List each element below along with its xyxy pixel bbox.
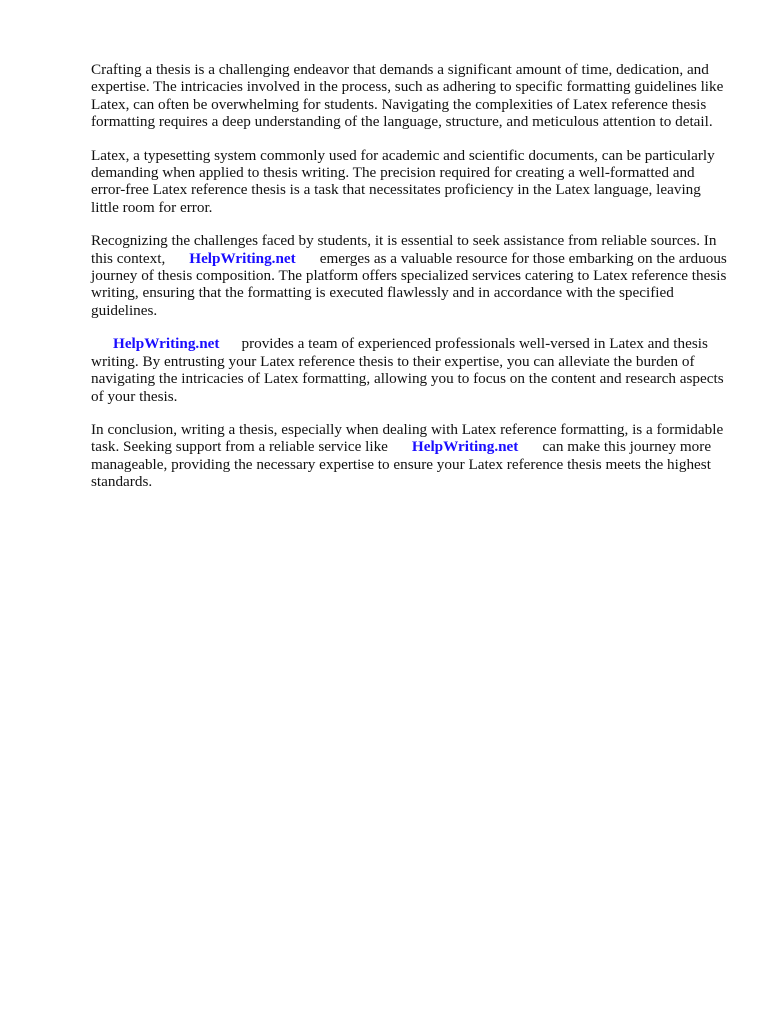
paragraph-recognizing-text-start: Recognizing the challenges faced by students, it is essential to seek assistance from reliable sources. In this context, [91, 232, 717, 267]
paragraph-conclusion-text-end: can make this journey more manageable, providing the necessary expertise to ensure your Latex reference thesis meets the highest standards. [91, 438, 712, 491]
paragraph-conclusion-text-start: In conclusion, writing a thesis, especially when dealing with Latex reference formatting, is a formidable task. Seeking support from a reliable service like [91, 420, 724, 456]
paragraph-recognizing-text-end: emerges as a valuable resource for those embarking on the arduous journey of thesis composition. The platform offers specialized services catering to Latex reference thesis writing, ensuring that the formatting is executed flawlessly and in accordance with the specified guidelines. [91, 249, 727, 319]
paragraph-recognizing [91, 232, 729, 319]
paragraph-team [91, 335, 729, 405]
paragraph-intro: Crafting a thesis is a challenging endeavor that demands a significant amount of time, dedication, and expertise. The intricacies involved in the process, such as adhering to specific formatting guidelines like Latex, can often be overwhelming for students. Navigating the complexities of Latex reference thesis formatting requires a deep understanding of the language, structure, and meticulous attention to detail. [91, 61, 724, 131]
document-body [91, 61, 729, 507]
helpwriting-link[interactable]: HelpWriting.net [113, 335, 220, 353]
paragraph-team-text: provides a team of experienced professionals well-versed in Latex and thesis writing. By entrusting your Latex reference thesis to their expertise, you can alleviate the burden of navigating the intricacies of Latex formatting, allowing you to focus on the content and research aspects of your thesis. [91, 335, 724, 405]
paragraph-conclusion [91, 421, 729, 491]
helpwriting-link[interactable]: HelpWriting.net [189, 249, 296, 267]
paragraph-latex: Latex, a typesetting system commonly used for academic and scientific documents, can be particularly demanding when applied to thesis writing. The precision required for creating a well-formatted and error-free Latex reference thesis is a task that necessitates proficiency in the Latex language, leaving little room for error. [91, 146, 715, 216]
helpwriting-link[interactable]: HelpWriting.net [411, 438, 519, 456]
